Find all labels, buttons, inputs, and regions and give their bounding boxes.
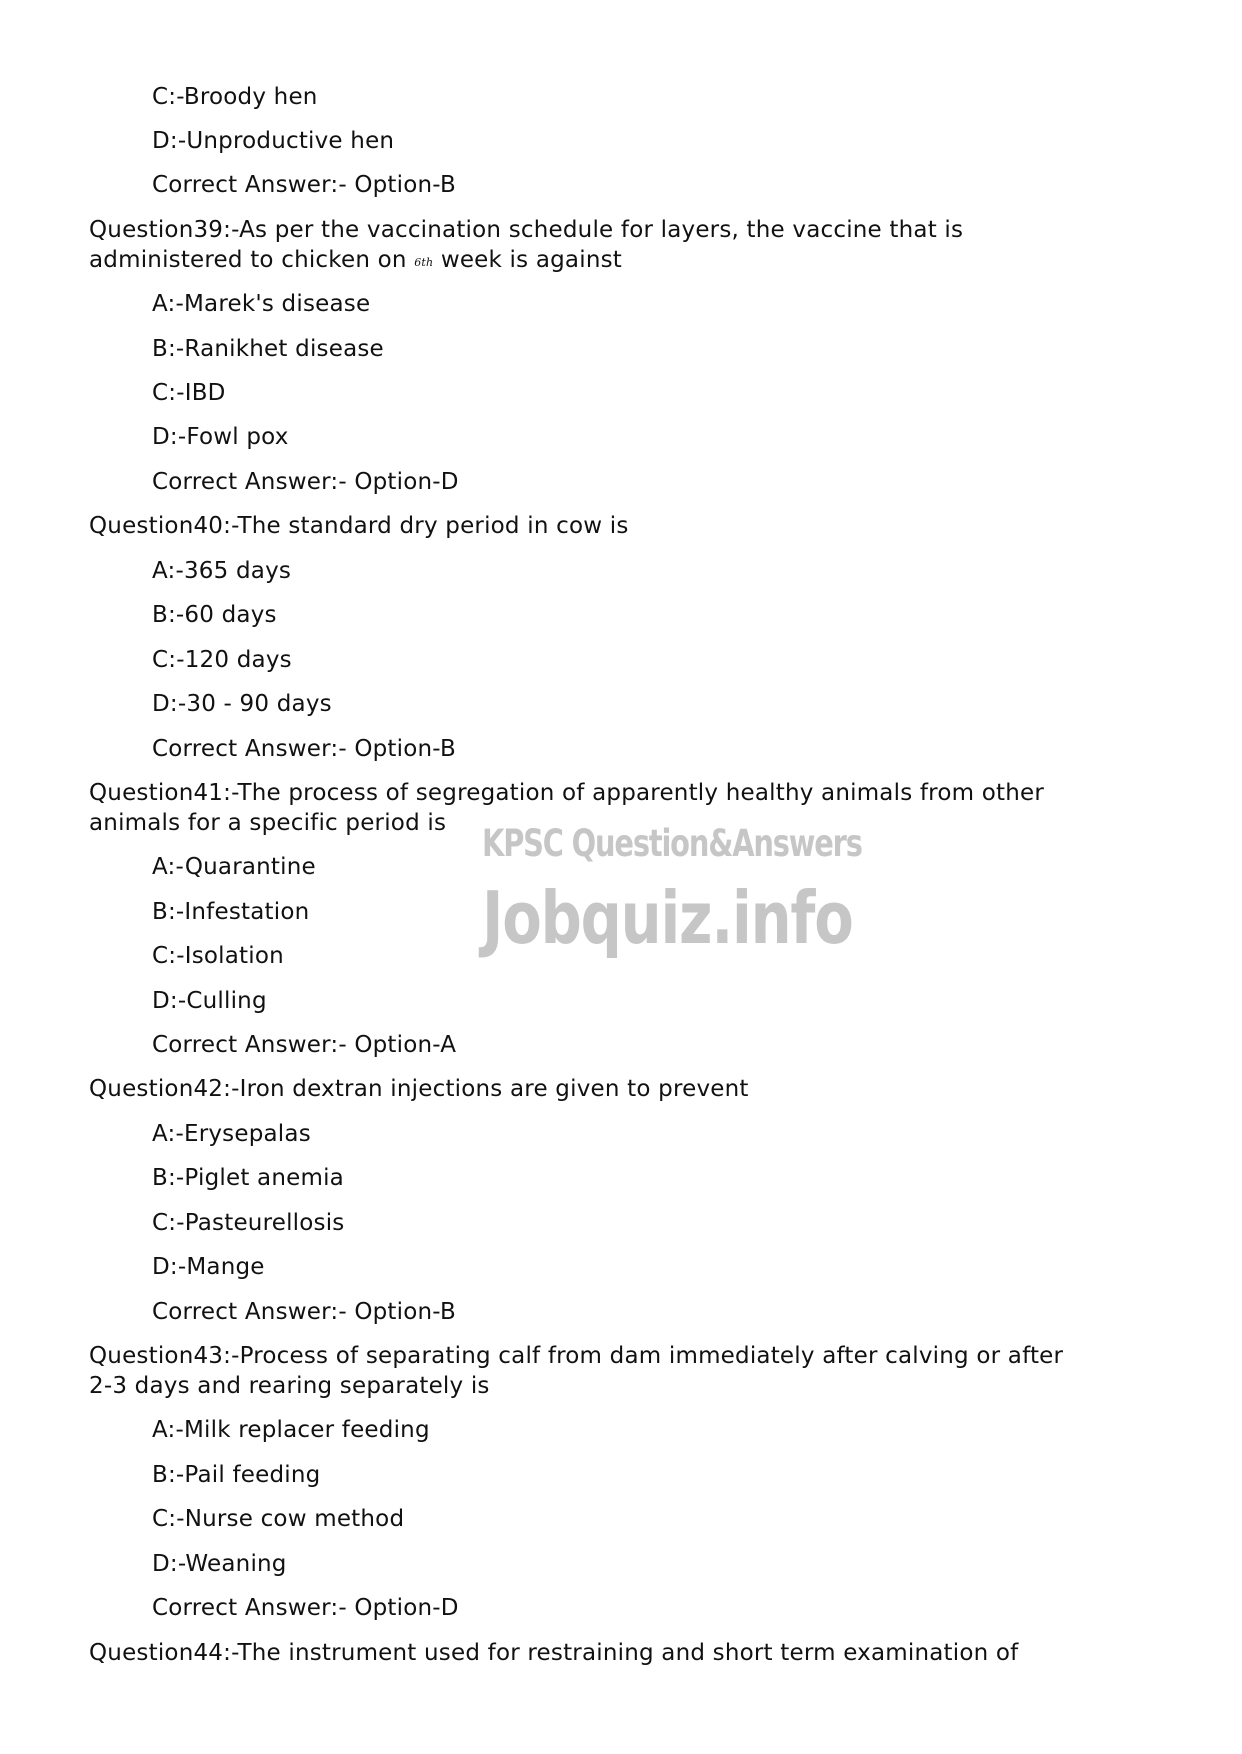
option-b: B:-Infestation bbox=[152, 899, 310, 925]
option-a: A:-Quarantine bbox=[152, 854, 316, 880]
correct-answer: Correct Answer:- Option-B bbox=[152, 172, 456, 198]
option-b: B:-Pail feeding bbox=[152, 1462, 321, 1488]
question-text: Question39:-As per the vaccination schedule for layers, the vaccine that is bbox=[89, 217, 964, 243]
correct-answer: Correct Answer:- Option-D bbox=[152, 469, 459, 495]
option-d: D:-Weaning bbox=[152, 1551, 287, 1577]
option-d: D:-Culling bbox=[152, 988, 267, 1014]
question-text-cont bbox=[89, 247, 622, 276]
watermark-line-2: Jobquiz.info bbox=[482, 876, 853, 960]
question-text-cont: 2-3 days and rearing separately is bbox=[89, 1373, 490, 1399]
option-a: A:-365 days bbox=[152, 558, 292, 584]
question-text: Question41:-The process of segregation of apparently healthy animals from other bbox=[89, 780, 1044, 806]
option-c: C:-Nurse cow method bbox=[152, 1506, 405, 1532]
question-text-part: administered to chicken on bbox=[89, 247, 407, 273]
question-text-cont: animals for a specific period is bbox=[89, 810, 447, 836]
question-text: Question40:-The standard dry period in cow is bbox=[89, 513, 629, 539]
option-d: D:-30 - 90 days bbox=[152, 691, 332, 717]
option-c: C:-120 days bbox=[152, 647, 292, 673]
option-b: B:-Ranikhet disease bbox=[152, 336, 384, 362]
option-d: D:-Unproductive hen bbox=[152, 128, 395, 154]
option-a: A:-Erysepalas bbox=[152, 1121, 311, 1147]
question-text: Question43:-Process of separating calf from dam immediately after calving or after bbox=[89, 1343, 1064, 1369]
correct-answer: Correct Answer:- Option-A bbox=[152, 1032, 457, 1058]
option-c: C:-Broody hen bbox=[152, 84, 318, 110]
watermark-line-1: KPSC Question&Answers bbox=[482, 822, 862, 865]
option-a: A:-Milk replacer feeding bbox=[152, 1417, 430, 1443]
option-b: B:-Piglet anemia bbox=[152, 1165, 344, 1191]
correct-answer: Correct Answer:- Option-B bbox=[152, 736, 456, 762]
superscript: 6th bbox=[414, 256, 434, 269]
option-c: C:-IBD bbox=[152, 380, 226, 406]
option-c: C:-Pasteurellosis bbox=[152, 1210, 345, 1236]
option-c: C:-Isolation bbox=[152, 943, 284, 969]
option-d: D:-Mange bbox=[152, 1254, 265, 1280]
correct-answer: Correct Answer:- Option-B bbox=[152, 1299, 456, 1325]
option-b: B:-60 days bbox=[152, 602, 277, 628]
question-text-part: week is against bbox=[440, 247, 622, 273]
option-a: A:-Marek's disease bbox=[152, 291, 371, 317]
option-d: D:-Fowl pox bbox=[152, 424, 289, 450]
question-text: Question42:-Iron dextran injections are given to prevent bbox=[89, 1076, 749, 1102]
correct-answer: Correct Answer:- Option-D bbox=[152, 1595, 459, 1621]
question-text: Question44:-The instrument used for restraining and short term examination of bbox=[89, 1640, 1019, 1666]
